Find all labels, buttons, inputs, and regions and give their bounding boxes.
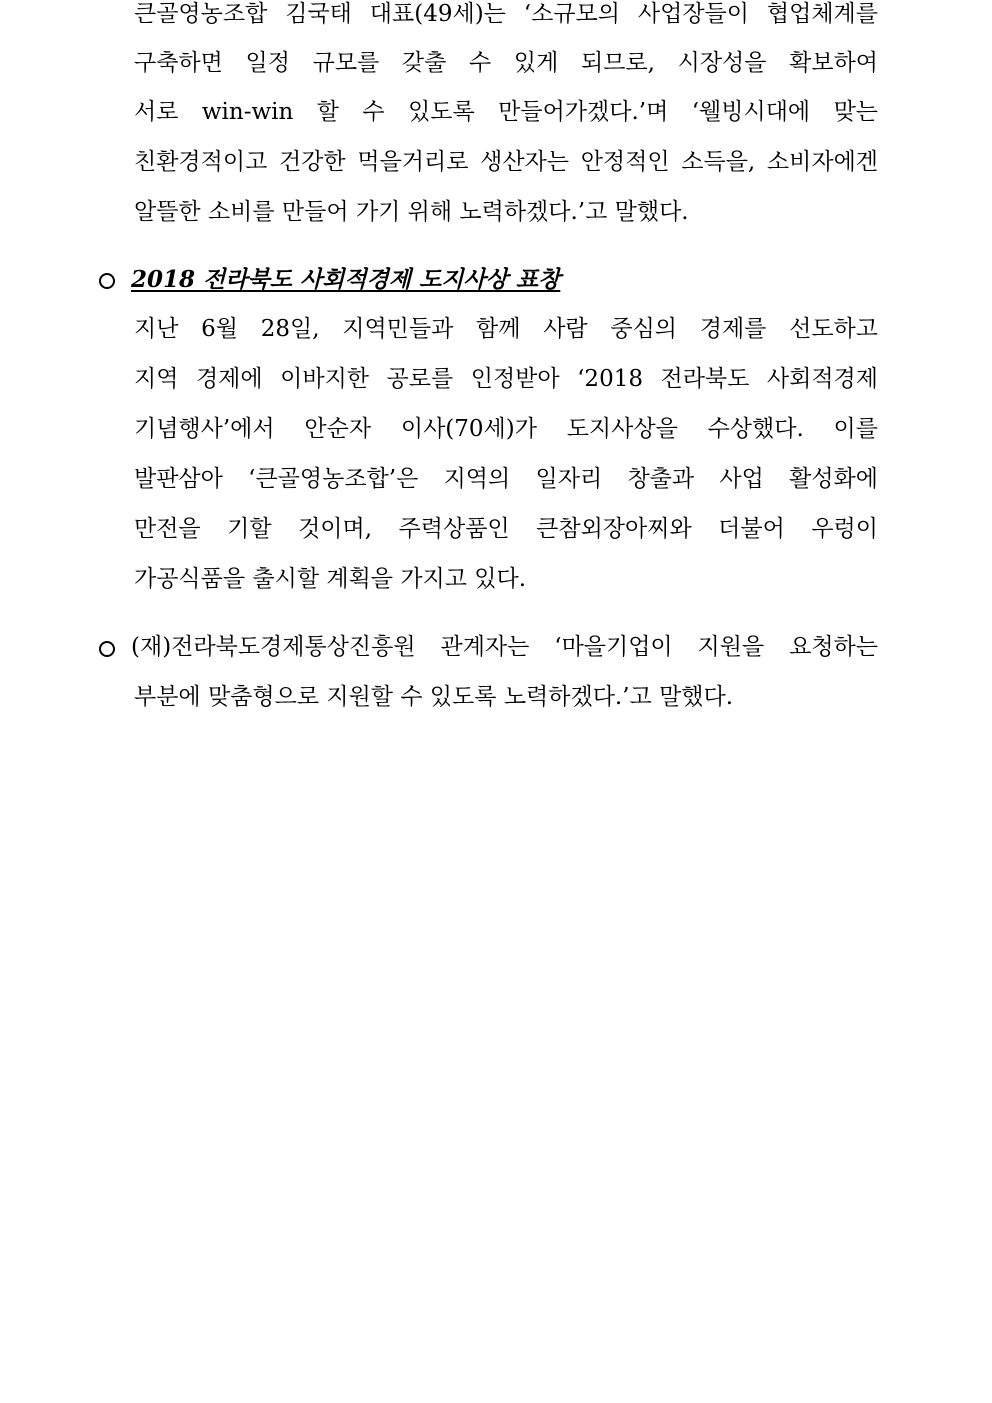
section2-line-5: 만전을 기할 것이며, 주력상품인 큰참외장아찌와 더불어 우렁이 [134, 516, 878, 542]
section2-line-6: 가공식품을 출시할 계획을 가지고 있다. [134, 566, 527, 592]
bullet-circle-icon [99, 641, 115, 657]
bullet-circle-icon [99, 273, 115, 289]
paragraph1-line-5: 알뜰한 소비를 만들어 가기 위해 노력하겠다.’고 말했다. [134, 199, 689, 225]
section2-heading: 2018 전라북도 사회적경제 도지사상 표창 [131, 266, 561, 293]
paragraph1-line-1: 큰골영농조합 김국태 대표(49세)는 ‘소규모의 사업장들이 협업체계를 [134, 1, 878, 27]
paragraph1-line-3: 서로 win-win 할 수 있도록 만들어가겠다.’며 ‘웰빙시대에 맞는 [134, 99, 878, 125]
paragraph1-line-4: 친환경적이고 건강한 먹을거리로 생산자는 안정적인 소득을, 소비자에겐 [134, 149, 878, 175]
section2-line-2: 지역 경제에 이바지한 공로를 인정받아 ‘2018 전라북도 사회적경제 [134, 366, 878, 392]
section2-line-1: 지난 6월 28일, 지역민들과 함께 사람 중심의 경제를 선도하고 [134, 316, 878, 342]
section3-line-1: (재)전라북도경제통상진흥원 관계자는 ‘마을기업이 지원을 요청하는 [131, 634, 878, 660]
paragraph1-line-2: 구축하면 일정 규모를 갖출 수 있게 되므로, 시장성을 확보하여 [134, 50, 878, 76]
section2-line-3: 기념행사’에서 안순자 이사(70세)가 도지사상을 수상했다. 이를 [134, 416, 878, 442]
section2-line-4: 발판삼아 ‘큰골영농조합’은 지역의 일자리 창출과 사업 활성화에 [134, 466, 878, 492]
section3-line-2: 부분에 맞춤형으로 지원할 수 있도록 노력하겠다.’고 말했다. [134, 684, 734, 710]
